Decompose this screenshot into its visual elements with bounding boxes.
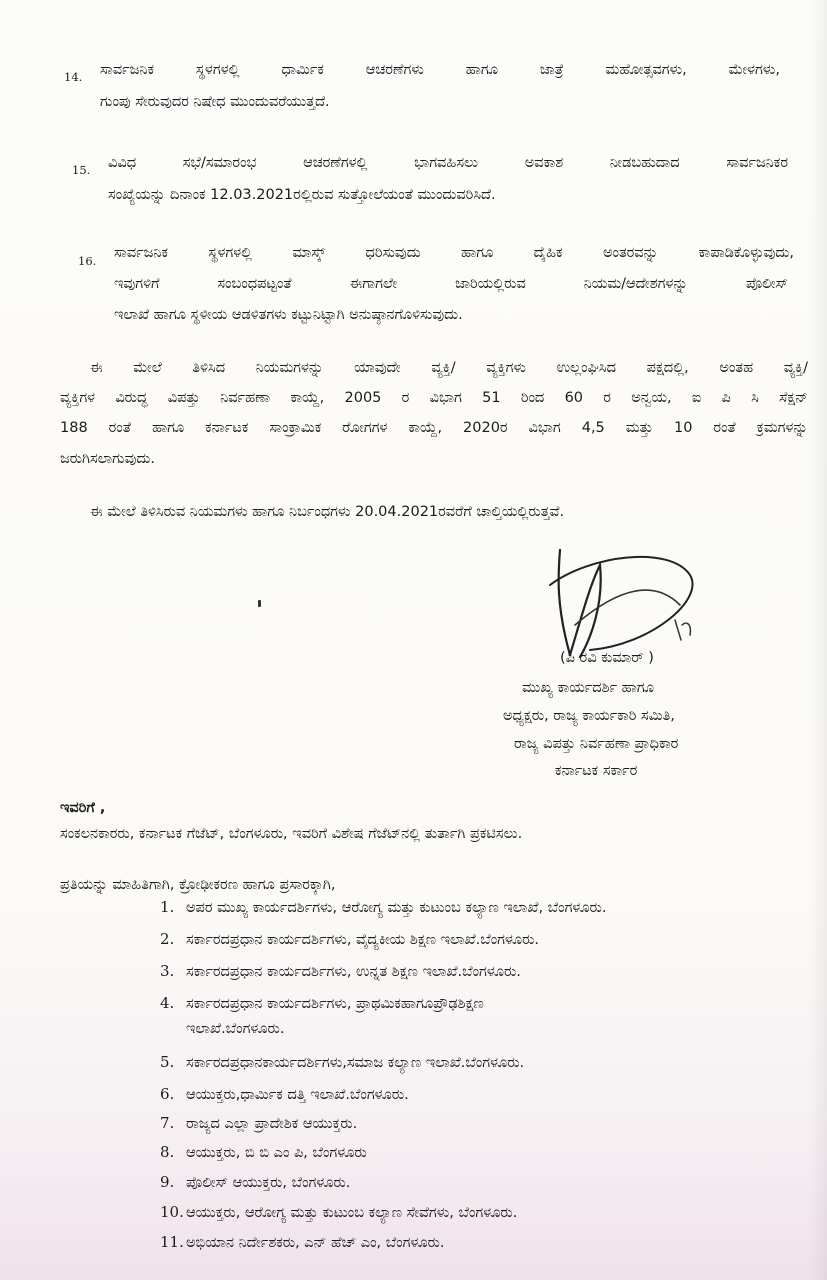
item-16-line-1: ಸಾರ್ವಜನಿಕ ಸ್ಥಳಗಳಲ್ಲಿ ಮಾಸ್ಕ್ ಧರಿಸುವುದು ಹಾಗೂ ದೈಹಿಕ ಅಂತರವನ್ನು ಕಾಪಾಡಿಕೊಳ್ಳುವುದು,: [114, 245, 794, 261]
penalty-line-2: ವ್ಯಕ್ತಿಗಳ ವಿರುದ್ಧ ವಿಪತ್ತು ನಿರ್ವಹಣಾ ಕಾಯ್ದೆ, 2005 ರ ವಿಭಾಗ 51 ರಿಂದ 60 ರ ಅನ್ವಯ, ಐ ಪಿ ಸಿ ಸೆಕ್ಷನ್: [60, 390, 808, 406]
list-number: 8.: [160, 1143, 175, 1161]
list-number: 4.: [160, 994, 175, 1012]
item-16-number: 16.: [78, 254, 97, 268]
item-14-number: 14.: [64, 70, 83, 84]
signatory-name: (ಪಿ ರವಿ ಕುಮಾರ್ ): [560, 650, 654, 666]
signatory-designation-4: ಕರ್ನಾಟಕ ಸರ್ಕಾರ: [555, 763, 638, 779]
list-item: [160, 962, 521, 980]
list-text: ಸರ್ಕಾರದಪ್ರಧಾನ ಕಾರ್ಯದರ್ಶಿಗಳು, ವೈದ್ಯಕೀಯ ಶಿಕ್ಷಣ ಇಲಾಖೆ.ಬೆಂಗಳೂರು.: [186, 932, 540, 948]
penalty-line-4: ಜರುಗಿಸಲಾಗುವುದು.: [60, 451, 156, 467]
item-16-line-2: ಇವುಗಳಿಗೆ ಸಂಬಂಧಪಟ್ಟಂತೆ ಈಗಾಗಲೇ ಜಾರಿಯಲ್ಲಿರುವ ನಿಯಮ/ಆದೇಶಗಳನ್ನು ಪೊಲೀಸ್: [114, 276, 788, 292]
to-heading: ಇವರಿಗೆ ,: [60, 800, 106, 816]
list-text: ಪೊಲೀಸ್ ಆಯುಕ್ತರು, ಬೆಂಗಳೂರು.: [186, 1175, 351, 1191]
list-item: [160, 1114, 357, 1132]
signatory-designation-2: ಅಧ್ಯಕ್ಷರು, ರಾಜ್ಯ ಕಾರ್ಯಕಾರಿ ಸಮಿತಿ,: [503, 708, 675, 724]
page-edge-shadow: [809, 0, 827, 1280]
penalty-line-1: ಈ ಮೇಲೆ ತಿಳಿಸಿದ ನಿಯಮಗಳನ್ನು ಯಾವುದೇ ವ್ಯಕ್ತಿ/ ವ್ಯಕ್ತಿಗಳು ಉಲ್ಲಂಘಿಸಿದ ಪಕ್ಷದಲ್ಲಿ, ಅಂತಹ ವ್ಯಕ್ತಿ/: [90, 360, 808, 376]
signatory-designation-1: ಮುಖ್ಯ ಕಾರ್ಯದರ್ಶಿ ಹಾಗೂ: [522, 680, 654, 696]
list-text: ಆಯುಕ್ತರು, ಆರೋಗ್ಯ ಮತ್ತು ಕುಟುಂಬ ಕಲ್ಯಾಣ ಸೇವೆಗಳು, ಬೆಂಗಳೂರು.: [186, 1205, 518, 1221]
list-number: 2.: [160, 930, 175, 948]
list-text: ಆಯುಕ್ತರು, ಬಿ ಬಿ ಎಂ ಪಿ, ಬೆಂಗಳೂರು: [186, 1145, 367, 1161]
item-15-line-1: ವಿವಿಧ ಸಭೆ/ಸಮಾರಂಭ ಆಚರಣೆಗಳಲ್ಲಿ ಭಾಗವಹಿಸಲು ಅವಕಾಶ ನೀಡಬಹುದಾದ ಸಾರ್ವಜನಿಕರ: [108, 155, 788, 171]
list-item: [160, 994, 484, 1012]
copy-heading: ಪ್ರತಿಯನ್ನು ಮಾಹಿತಿಗಾಗಿ, ಕ್ರೋಢೀಕರಣ ಹಾಗೂ ಪ್ರಸಾರಕ್ಕಾಗಿ,: [60, 877, 336, 893]
ink-mark: [258, 600, 261, 607]
list-number: 5.: [160, 1053, 175, 1071]
to-line: ಸಂಕಲನಕಾರರು, ಕರ್ನಾಟಕ ಗೆಜೆಟ್, ಬೆಂಗಳೂರು, ಇವರಿಗೆ ವಿಶೇಷ ಗೆಜೆಟ್‌ನಲ್ಲಿ ತುರ್ತಾಗಿ ಪ್ರಕಟಿಸಲು.: [60, 826, 523, 842]
item-15-line-2: ಸಂಖ್ಯೆಯನ್ನು ದಿನಾಂಕ 12.03.2021ರಲ್ಲಿರುವ ಸುತ್ತೋಲೆಯಂತೆ ಮುಂದುವರಿಸಿದೆ.: [108, 187, 496, 203]
list-text: ರಾಜ್ಯದ ಎಲ್ಲಾ ಪ್ರಾದೇಶಿಕ ಆಯುಕ್ತರು.: [186, 1116, 358, 1132]
list-item: [160, 1143, 367, 1161]
item-15-number: 15.: [72, 163, 91, 177]
list-item-continuation: ಇಲಾಖೆ.ಬೆಂಗಳೂರು.: [186, 1021, 285, 1037]
list-number: 9.: [160, 1173, 175, 1191]
list-text: ಅಪರ ಮುಖ್ಯ ಕಾರ್ಯದರ್ಶಿಗಳು, ಆರೋಗ್ಯ ಮತ್ತು ಕುಟುಂಬ ಕಲ್ಯಾಣ ಇಲಾಖೆ, ಬೆಂಗಳೂರು.: [186, 900, 607, 916]
list-item: [160, 1233, 445, 1251]
validity-line: ಈ ಮೇಲೆ ತಿಳಿಸಿರುವ ನಿಯಮಗಳು ಹಾಗೂ ನಿರ್ಬಂಧಗಳು 20.04.2021ರವರೆಗೆ ಚಾಲ್ತಿಯಲ್ಲಿರುತ್ತವೆ.: [90, 504, 565, 520]
list-text: ಅಭಿಯಾನ ನಿರ್ದೇಶಕರು, ಎನ್ ಹೆಚ್ ಎಂ, ಬೆಂಗಳೂರು.: [186, 1235, 445, 1251]
list-number: 1.: [160, 898, 175, 916]
list-item: [160, 898, 606, 916]
list-item: [160, 1053, 524, 1071]
list-number: 3.: [160, 962, 175, 980]
list-number: 11.: [160, 1233, 184, 1251]
list-number: 6.: [160, 1085, 175, 1103]
item-14-line-1: ಸಾರ್ವಜನಿಕ ಸ್ಥಳಗಳಲ್ಲಿ ಧಾರ್ಮಿಕ ಆಚರಣೆಗಳು ಹಾಗೂ ಜಾತ್ರೆ ಮಹೋತ್ಸವಗಳು, ಮೇಳಗಳು,: [100, 62, 780, 78]
item-14-line-2: ಗುಂಪು ಸೇರುವುದರ ನಿಷೇಧ ಮುಂದುವರೆಯುತ್ತದೆ.: [100, 94, 330, 110]
list-text: ಸರ್ಕಾರದಪ್ರಧಾನಕಾರ್ಯದರ್ಶಿಗಳು,ಸಮಾಜ ಕಲ್ಯಾಣ ಇಲಾಖೆ.ಬೆಂಗಳೂರು.: [186, 1055, 525, 1071]
list-number: 7.: [160, 1114, 175, 1132]
list-item: [160, 1085, 409, 1103]
list-item: [160, 1203, 517, 1221]
item-16-line-3: ಇಲಾಖೆ ಹಾಗೂ ಸ್ಥಳೀಯ ಆಡಳಿತಗಳು ಕಟ್ಟುನಿಟ್ಟಾಗಿ ಅನುಷ್ಠಾನಗೊಳಿಸುವುದು.: [114, 307, 463, 323]
list-item: [160, 1173, 350, 1191]
signatory-designation-3: ರಾಜ್ಯ ವಿಪತ್ತು ನಿರ್ವಹಣಾ ಪ್ರಾಧಿಕಾರ: [514, 736, 679, 752]
list-number: 10.: [160, 1203, 184, 1221]
handwritten-signature: [530, 545, 710, 665]
list-text: ಸರ್ಕಾರದಪ್ರಧಾನ ಕಾರ್ಯದರ್ಶಿಗಳು, ಉನ್ನತ ಶಿಕ್ಷಣ ಇಲಾಖೆ.ಬೆಂಗಳೂರು.: [186, 964, 521, 980]
list-text: ಸರ್ಕಾರದಪ್ರಧಾನ ಕಾರ್ಯದರ್ಶಿಗಳು, ಪ್ರಾಥಮಿಕಹಾಗೂಪ್ರೌಢಶಿಕ್ಷಣ: [186, 996, 484, 1012]
list-item: [160, 930, 539, 948]
penalty-line-3: 188 ರಂತೆ ಹಾಗೂ ಕರ್ನಾಟಕ ಸಾಂಕ್ರಾಮಿಕ ರೋಗಗಳ ಕಾಯ್ದೆ, 2020ರ ವಿಭಾಗ 4,5 ಮತ್ತು 10 ರಂತೆ ಕ್ರಮಗಳನ್ನು: [60, 420, 808, 436]
list-text: ಆಯುಕ್ತರು,ಧಾರ್ಮಿಕ ದತ್ತಿ ಇಲಾಖೆ.ಬೆಂಗಳೂರು.: [186, 1087, 409, 1103]
